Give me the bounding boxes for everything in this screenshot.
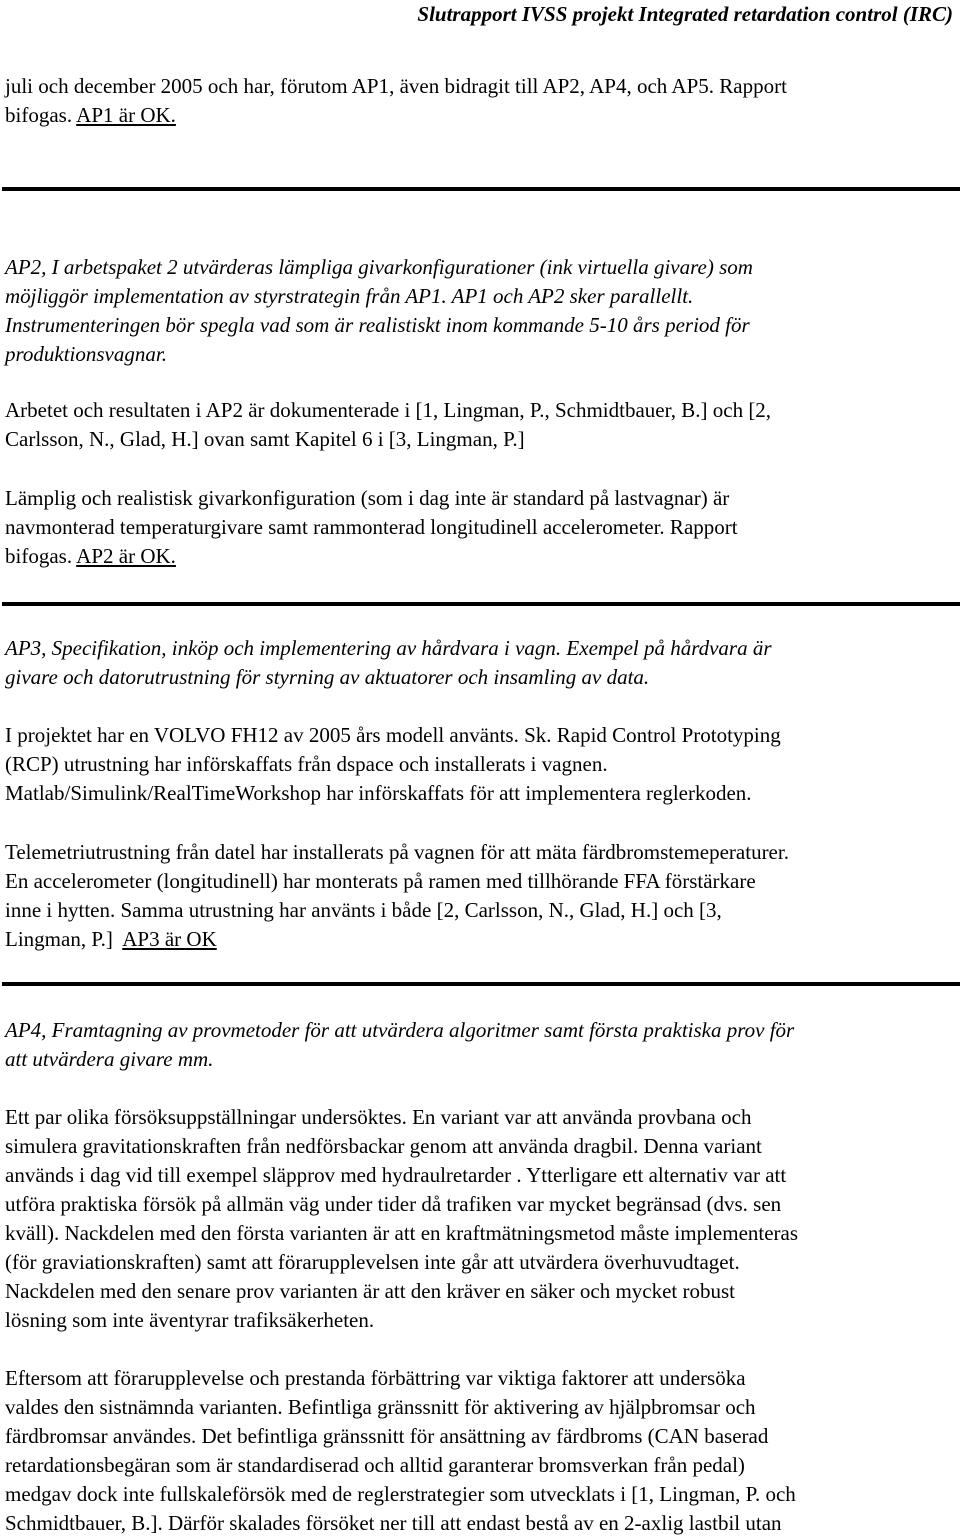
text-line: Instrumenteringen bör spegla vad som är realistiskt inom kommande 5-10 års period för bbox=[5, 313, 750, 337]
text-fragment: bifogas. bbox=[5, 544, 77, 568]
text-line: I projektet har en VOLVO FH12 av 2005 års modell använts. Sk. Rapid Control Prototyping bbox=[5, 723, 781, 747]
section-divider bbox=[2, 187, 960, 191]
ap4-intro-paragraph bbox=[5, 1016, 960, 1074]
section-divider bbox=[2, 602, 960, 606]
text-fragment: bifogas. bbox=[5, 103, 77, 127]
text-line: juli och december 2005 och har, förutom AP1, även bidragit till AP2, AP4, och AP5. Rapport bbox=[5, 74, 787, 98]
text-line: (RCP) utrustning har införskaffats från dspace och installerats i vagnen. bbox=[5, 752, 608, 776]
ap4-choice-paragraph bbox=[5, 1364, 960, 1538]
text-line: Schmidtbauer, B.]. Därför skalades försöket ner till att endast bestå av en 2-axlig lastbil utan bbox=[5, 1511, 782, 1535]
ap3-intro-paragraph bbox=[5, 634, 960, 692]
text-line: Ett par olika försöksuppställningar undersöktes. En variant var att använda provbana och bbox=[5, 1105, 752, 1129]
ap2-verdict: AP2 är OK. bbox=[76, 544, 176, 568]
text-fragment: Lingman, P.] bbox=[5, 927, 123, 951]
ap2-intro-paragraph bbox=[5, 253, 960, 369]
ap3-telemetry-paragraph bbox=[5, 838, 960, 954]
ap3-verdict: AP3 är OK bbox=[122, 927, 217, 951]
ap2-result-paragraph bbox=[5, 484, 960, 571]
ap4-setups-paragraph bbox=[5, 1103, 960, 1335]
text-line: möjliggör implementation av styrstrategin från AP1. AP1 och AP2 sker parallellt. bbox=[5, 284, 694, 308]
text-line: Matlab/Simulink/RealTimeWorkshop har införskaffats för att implementera reglerkoden. bbox=[5, 781, 752, 805]
text-line: AP3, Specifikation, inköp och implementering av hårdvara i vagn. Exempel på hårdvara är bbox=[5, 636, 772, 660]
ap3-vehicle-paragraph bbox=[5, 721, 960, 808]
text-line: AP2, I arbetspaket 2 utvärderas lämpliga givarkonfigurationer (ink virtuella givare) som bbox=[5, 255, 753, 279]
text-line: valdes den sistnämnda varianten. Befintliga gränssnitt för aktivering av hjälpbromsar och bbox=[5, 1395, 756, 1419]
text-line: Eftersom att förarupplevelse och prestanda förbättring var viktiga faktorer att undersöka bbox=[5, 1366, 746, 1390]
text-line: givare och datorutrustning för styrning av aktuatorer och insamling av data. bbox=[5, 665, 650, 689]
section-divider bbox=[2, 982, 960, 986]
text-line: Carlsson, N., Glad, H.] ovan samt Kapitel 6 i [3, Lingman, P.] bbox=[5, 427, 525, 451]
text-line: Arbetet och resultaten i AP2 är dokumenterade i [1, Lingman, P., Schmidtbauer, B.] och [2, bbox=[5, 398, 772, 422]
text-line: produktionsvagnar. bbox=[5, 342, 167, 366]
ap2-documentation-paragraph bbox=[5, 396, 960, 454]
text-line: utföra praktiska försök på allmän väg under tider då trafiken var mycket begränsad (dvs. sen bbox=[5, 1192, 782, 1216]
text-line bbox=[5, 925, 960, 954]
text-line: Telemetriutrustning från datel har installerats på vagnen för att mäta färdbromstemeperaturer. bbox=[5, 840, 789, 864]
text-line: navmonterad temperaturgivare samt rammonterad longitudinell accelerometer. Rapport bbox=[5, 515, 738, 539]
text-line: lösning som inte äventyrar trafiksäkerheten. bbox=[5, 1308, 375, 1332]
text-line: En accelerometer (longitudinell) har monterats på ramen med tillhörande FFA förstärkare bbox=[5, 869, 756, 893]
text-line: inne i hytten. Samma utrustning har använts i både [2, Carlsson, N., Glad, H.] och [3, bbox=[5, 898, 722, 922]
text-line: att utvärdera givare mm. bbox=[5, 1047, 214, 1071]
text-line: AP4, Framtagning av provmetoder för att utvärdera algoritmer samt första praktiska prov för bbox=[5, 1018, 795, 1042]
text-line bbox=[5, 542, 960, 571]
text-line: kväll). Nackdelen med den första varianten är att en kraftmätningsmetod måste implementeras bbox=[5, 1221, 799, 1245]
text-line: färdbromsar användes. Det befintliga gränssnitt för ansättning av färdbroms (CAN baserad bbox=[5, 1424, 769, 1448]
document-header: Slutrapport IVSS projekt Integrated retardation control (IRC) bbox=[417, 2, 953, 26]
text-line: simulera gravitationskraften från nedförsbackar genom att använda dragbil. Denna variant bbox=[5, 1134, 762, 1158]
text-line: medgav dock inte fullskaleförsök med de reglerstrategier som utvecklats i [1, Lingman, P. och bbox=[5, 1482, 796, 1506]
text-line: används i dag vid till exempel släpprov med hydraulretarder . Ytterligare ett alternativ var att bbox=[5, 1163, 787, 1187]
text-line: (för graviationskraften) samt att förarupplevelsen inte går att utvärdera överhuvudtaget. bbox=[5, 1250, 740, 1274]
text-line: retardationsbegäran som är standardiserad och alltid garanterar bromsverkan från pedal) bbox=[5, 1453, 745, 1477]
text-line bbox=[5, 101, 960, 130]
ap1-conclusion-paragraph bbox=[5, 72, 960, 130]
ap1-verdict: AP1 är OK. bbox=[76, 103, 176, 127]
text-line: Nackdelen med den senare prov varianten är att den kräver en säker och mycket robust bbox=[5, 1279, 736, 1303]
text-line: Lämplig och realistisk givarkonfiguration (som i dag inte är standard på lastvagnar) är bbox=[5, 486, 730, 510]
